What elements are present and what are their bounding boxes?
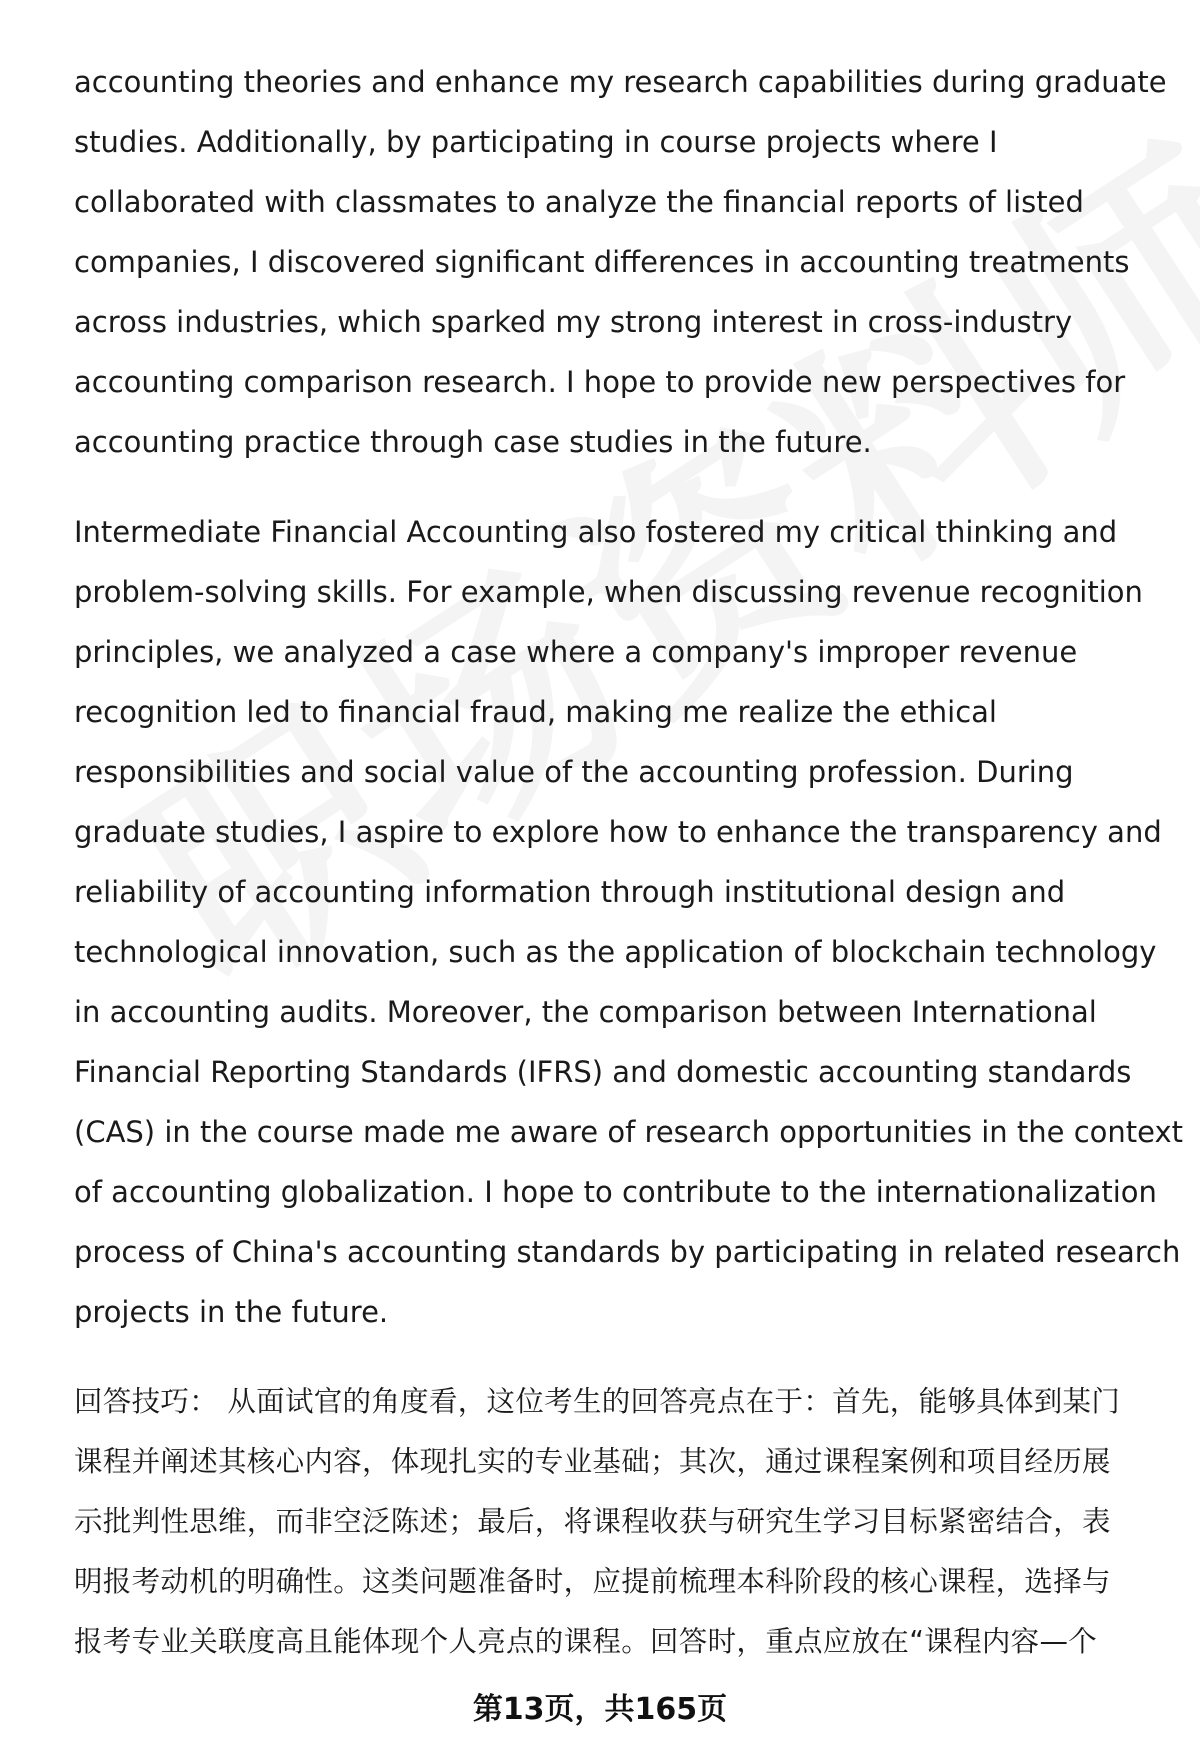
text-line: (CAS) in the course made me aware of research opportunities in the context [74, 1115, 1183, 1149]
text-line: studies. Additionally, by participating in course projects where I [74, 125, 998, 159]
text-line: problem-solving skills. For example, when discussing revenue recognition [74, 575, 1143, 609]
text-line: technological innovation, such as the application of blockchain technology [74, 935, 1157, 969]
text-line: responsibilities and social value of the accounting profession. During [74, 755, 1074, 789]
paragraph-2 [74, 502, 1183, 1342]
page-number: 第13页，共165页 [472, 1692, 728, 1727]
text-line: projects in the future. [74, 1295, 389, 1329]
page-content [74, 52, 1183, 1672]
text-line: graduate studies, I aspire to explore how to enhance the transparency and [74, 815, 1162, 849]
answer-tips [74, 1372, 1164, 1672]
text-line: Financial Reporting Standards (IFRS) and domestic accounting standards [74, 1055, 1132, 1089]
text-line: reliability of accounting information through institutional design and [74, 875, 1066, 909]
text-line: 报考专业关联度高且能体现个人亮点的课程。回答时，重点应放在“课程内容—个 [74, 1625, 1098, 1658]
text-line: accounting theories and enhance my research capabilities during graduate [74, 65, 1167, 99]
text-line: companies, I discovered significant differences in accounting treatments [74, 245, 1130, 279]
text-line: 回答技巧： 从面试官的角度看，这位考生的回答亮点在于：首先，能够具体到某门 [74, 1385, 1121, 1418]
text-line: accounting comparison research. I hope to provide new perspectives for [74, 365, 1126, 399]
text-line: Intermediate Financial Accounting also fostered my critical thinking and [74, 515, 1118, 549]
text-line: 示批判性思维，而非空泛陈述；最后，将课程收获与研究生学习目标紧密结合，表 [74, 1505, 1111, 1538]
text-line: process of China's accounting standards by participating in related research [74, 1235, 1181, 1269]
paragraph-1 [74, 52, 1167, 472]
text-line: principles, we analyzed a case where a company's improper revenue [74, 635, 1078, 669]
text-line: across industries, which sparked my strong interest in cross-industry [74, 305, 1073, 339]
text-line: collaborated with classmates to analyze the financial reports of listed [74, 185, 1084, 219]
text-line: of accounting globalization. I hope to contribute to the internationalization [74, 1175, 1157, 1209]
text-line: accounting practice through case studies in the future. [74, 425, 872, 459]
text-line: in accounting audits. Moreover, the comparison between International [74, 995, 1097, 1029]
text-line: recognition led to financial fraud, making me realize the ethical [74, 695, 997, 729]
text-line: 明报考动机的明确性。这类问题准备时，应提前梳理本科阶段的核心课程，选择与 [74, 1565, 1111, 1598]
text-line: 课程并阐述其核心内容，体现扎实的专业基础；其次，通过课程案例和项目经历展 [74, 1445, 1111, 1478]
